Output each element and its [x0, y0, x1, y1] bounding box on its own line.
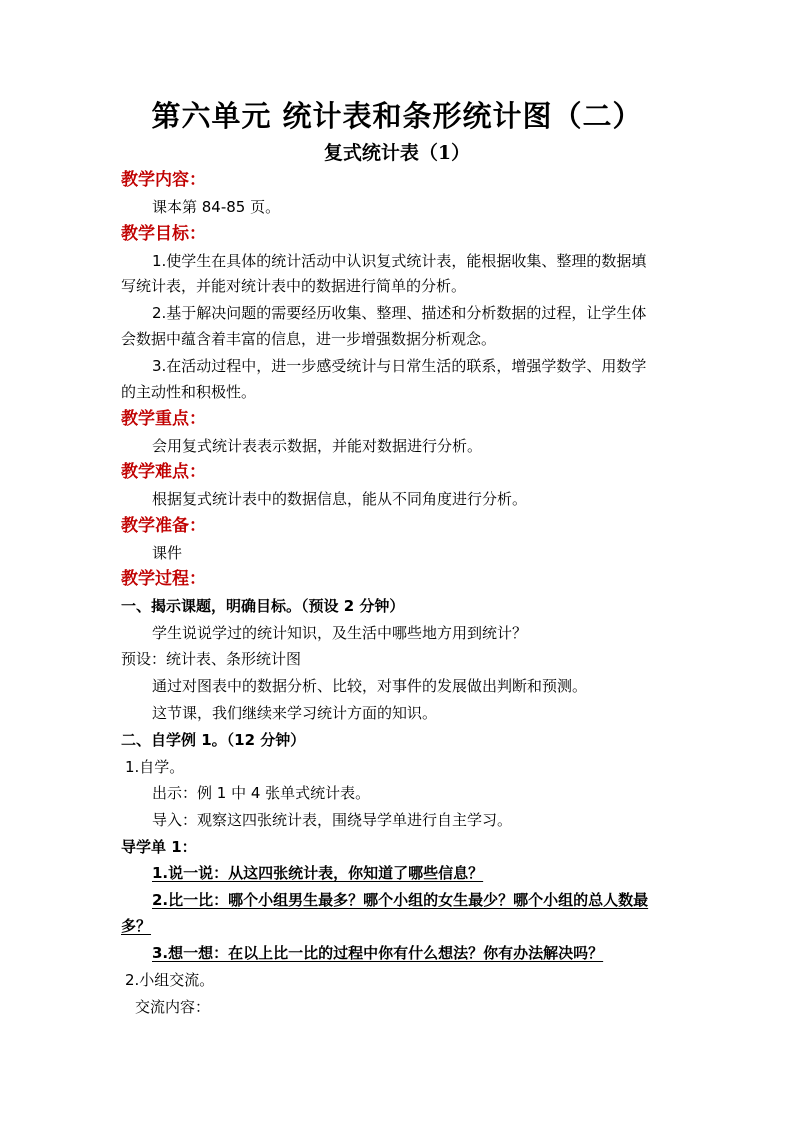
goal2-line1: 2.基于解决问题的需要经历收集、整理、描述和分析数据的过程，让学生体 — [152, 304, 647, 322]
guide-question2-line1: 2.比一比：哪个小组男生最多？哪个小组的女生最少？哪个小组的总人数最 — [152, 891, 649, 909]
guide-question1: 1.说一说：从这四张统计表，你知道了哪些信息？ — [152, 864, 484, 882]
goal3-line1: 3.在活动过程中，进一步感受统计与日常生活的联系，增强学数学、用数学 — [152, 357, 647, 375]
key-text: 会用复式统计表表示数据，并能对数据进行分析。 — [152, 437, 483, 455]
step2-title: 二、自学例 1。（12 分钟） — [121, 731, 306, 749]
step1-paragraph2: 这节课，我们继续来学习统计方面的知识。 — [152, 704, 438, 722]
difficulty-text: 根据复式统计表中的数据信息，能从不同角度进行分析。 — [152, 490, 528, 508]
guide-question3: 3.想一想：在以上比一比的过程中你有什么想法？你有办法解决吗？ — [152, 944, 604, 962]
step1-question: 学生说说学过的统计知识，及生活中哪些地方用到统计？ — [152, 624, 528, 642]
step1-preset: 预设：统计表、条形统计图 — [121, 650, 302, 668]
goal3-line2: 的主动性和积极性。 — [121, 383, 257, 401]
step2-intro: 导入：观察这四张统计表，围绕导学单进行自主学习。 — [152, 811, 513, 829]
page-subtitle: 复式统计表（1） — [323, 142, 471, 164]
guide-question2-line2: 多？ — [121, 917, 152, 935]
prep-heading: 教学准备： — [121, 516, 206, 536]
prep-text: 课件 — [152, 544, 183, 562]
goal2-line2: 会数据中蕴含着丰富的信息，进一步增强数据分析观念。 — [121, 330, 497, 348]
step1-title: 一、揭示课题，明确目标。（预设 2 分钟） — [121, 597, 405, 615]
step2-item1: 1.自学。 — [125, 758, 185, 776]
key-heading: 教学重点： — [121, 409, 206, 429]
content-heading: 教学内容： — [121, 170, 206, 190]
difficulty-heading: 教学难点： — [121, 462, 206, 482]
step2-item2: 2.小组交流。 — [125, 971, 215, 989]
exchange-label: 交流内容： — [135, 998, 211, 1016]
content-text: 课本第 84-85 页。 — [152, 198, 281, 216]
goal1-line2: 写统计表，并能对统计表中的数据进行简单的分析。 — [121, 277, 467, 295]
step1-paragraph1: 通过对图表中的数据分析、比较，对事件的发展做出判断和预测。 — [152, 677, 588, 695]
step2-show: 出示：例 1 中 4 张单式统计表。 — [152, 784, 371, 802]
process-heading: 教学过程： — [121, 569, 206, 589]
goal1-line1: 1.使学生在具体的统计活动中认识复式统计表，能根据收集、整理的数据填 — [152, 252, 647, 270]
page-title: 第六单元 统计表和条形统计图（二） — [151, 99, 643, 133]
goals-heading: 教学目标： — [121, 224, 206, 244]
guide-heading: 导学单 1： — [121, 838, 197, 856]
